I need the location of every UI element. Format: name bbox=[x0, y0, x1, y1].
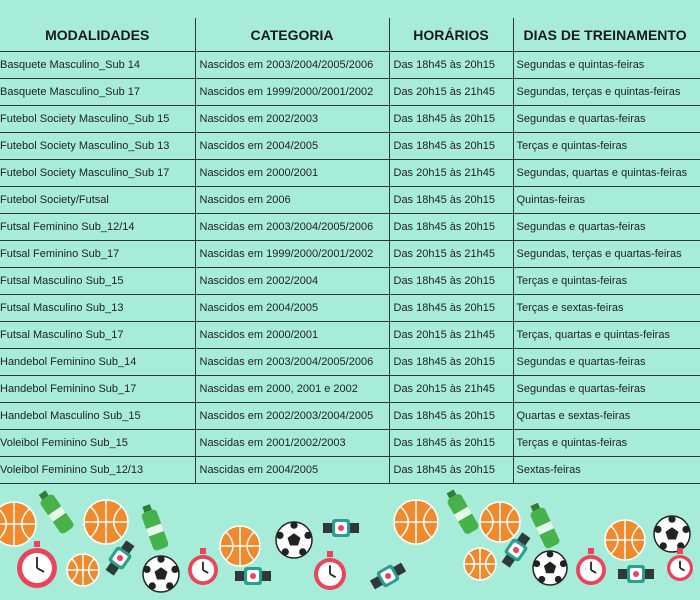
cell-dias: Terças e quintas-feiras bbox=[513, 430, 700, 457]
table-row bbox=[0, 241, 700, 268]
cell-horario: Das 18h45 às 20h15 bbox=[389, 403, 513, 430]
cell-categoria: Nascidos em 1999/2000/2001/2002 bbox=[195, 79, 389, 106]
table-row bbox=[0, 376, 700, 403]
cell-modalidade: Voleibol Feminino Sub_15 bbox=[0, 430, 195, 457]
cell-dias: Quartas e sextas-feiras bbox=[513, 403, 700, 430]
cell-dias: Terças e quintas-feiras bbox=[513, 133, 700, 160]
cell-horario: Das 20h15 às 21h45 bbox=[389, 376, 513, 403]
cell-dias: Segundas e quartas-feiras bbox=[513, 376, 700, 403]
table-row bbox=[0, 349, 700, 376]
cell-categoria: Nascidos em 2002/2003 bbox=[195, 106, 389, 133]
cell-horario: Das 18h45 às 20h15 bbox=[389, 457, 513, 484]
cell-modalidade: Handebol Feminino Sub_14 bbox=[0, 349, 195, 376]
cell-horario: Das 20h15 às 21h45 bbox=[389, 79, 513, 106]
table-row bbox=[0, 187, 700, 214]
cell-dias: Segundas, terças e quintas-feiras bbox=[513, 79, 700, 106]
cell-modalidade: Futebol Society Masculino_Sub 15 bbox=[0, 106, 195, 133]
cell-dias: Segundas, terças e quartas-feiras bbox=[513, 241, 700, 268]
basketball-icon bbox=[0, 502, 36, 546]
cell-horario: Das 18h45 às 20h15 bbox=[389, 187, 513, 214]
cell-modalidade: Basquete Masculino_Sub 14 bbox=[0, 52, 195, 79]
smartwatch-icon bbox=[618, 565, 654, 583]
cell-categoria: Nascidas em 2003/2004/2005/2006 bbox=[195, 214, 389, 241]
cell-categoria: Nascidas em 2001/2002/2003 bbox=[195, 430, 389, 457]
stopwatch-icon bbox=[667, 548, 693, 581]
water-bottle-icon bbox=[36, 488, 75, 535]
cell-categoria: Nascidas em 2000, 2001 e 2002 bbox=[195, 376, 389, 403]
cell-categoria: Nascidas em 2003/2004/2005/2006 bbox=[195, 349, 389, 376]
basketball-icon bbox=[480, 502, 520, 542]
table-row bbox=[0, 430, 700, 457]
cell-categoria: Nascidos em 2002/2003/2004/2005 bbox=[195, 403, 389, 430]
table-row bbox=[0, 106, 700, 133]
soccer-ball-icon bbox=[533, 551, 567, 585]
header-categoria: CATEGORIA bbox=[195, 18, 389, 52]
cell-categoria: Nascidos em 2004/2005 bbox=[195, 133, 389, 160]
cell-modalidade: Futsal Masculino Sub_13 bbox=[0, 295, 195, 322]
table-body bbox=[0, 52, 700, 484]
cell-modalidade: Handebol Feminino Sub_17 bbox=[0, 376, 195, 403]
table-row bbox=[0, 79, 700, 106]
stopwatch-icon bbox=[188, 548, 218, 585]
cell-dias: Segundas e quartas-feiras bbox=[513, 214, 700, 241]
table-row bbox=[0, 133, 700, 160]
table-row bbox=[0, 457, 700, 484]
cell-horario: Das 18h45 às 20h15 bbox=[389, 268, 513, 295]
header-horarios: HORÁRIOS bbox=[389, 18, 513, 52]
basketball-icon bbox=[67, 554, 99, 586]
cell-modalidade: Futebol Society Masculino_Sub 17 bbox=[0, 160, 195, 187]
cell-horario: Das 18h45 às 20h15 bbox=[389, 295, 513, 322]
smartwatch-icon bbox=[368, 559, 408, 593]
table-header-row bbox=[0, 18, 700, 52]
smartwatch-icon bbox=[323, 519, 359, 537]
cell-dias: Segundas, quartas e quintas-feiras bbox=[513, 160, 700, 187]
table-row bbox=[0, 295, 700, 322]
basketball-icon bbox=[220, 526, 260, 566]
soccer-ball-icon bbox=[143, 556, 179, 592]
cell-horario: Das 18h45 às 20h15 bbox=[389, 52, 513, 79]
stopwatch-icon bbox=[314, 551, 346, 590]
cell-categoria: Nascidos em 2004/2005 bbox=[195, 295, 389, 322]
table-row bbox=[0, 160, 700, 187]
cell-modalidade: Voleibol Feminino Sub_12/13 bbox=[0, 457, 195, 484]
cell-dias: Terças e quintas-feiras bbox=[513, 268, 700, 295]
stopwatch-icon bbox=[576, 548, 606, 585]
table-row bbox=[0, 52, 700, 79]
cell-horario: Das 20h15 às 21h45 bbox=[389, 241, 513, 268]
cell-horario: Das 20h15 às 21h45 bbox=[389, 322, 513, 349]
header-dias: DIAS DE TREINAMENTO bbox=[513, 18, 700, 52]
soccer-ball-icon bbox=[654, 516, 690, 552]
cell-dias: Quintas-feiras bbox=[513, 187, 700, 214]
table-row bbox=[0, 268, 700, 295]
training-schedule-table bbox=[0, 18, 700, 484]
basketball-icon bbox=[84, 500, 128, 544]
cell-horario: Das 20h15 às 21h45 bbox=[389, 160, 513, 187]
cell-modalidade: Basquete Masculino_Sub 17 bbox=[0, 79, 195, 106]
cell-categoria: Nascidas em 2004/2005 bbox=[195, 457, 389, 484]
cell-modalidade: Futsal Feminino Sub_12/14 bbox=[0, 214, 195, 241]
cell-dias: Terças, quartas e quintas-feiras bbox=[513, 322, 700, 349]
cell-modalidade: Futebol Society/Futsal bbox=[0, 187, 195, 214]
cell-modalidade: Futsal Masculino Sub_17 bbox=[0, 322, 195, 349]
cell-categoria: Nascidos em 2002/2004 bbox=[195, 268, 389, 295]
cell-categoria: Nascidos em 2003/2004/2005/2006 bbox=[195, 52, 389, 79]
cell-categoria: Nascidos em 2006 bbox=[195, 187, 389, 214]
basketball-icon bbox=[464, 548, 496, 580]
cell-categoria: Nascidos em 2000/2001 bbox=[195, 160, 389, 187]
cell-categoria: Nascidas em 1999/2000/2001/2002 bbox=[195, 241, 389, 268]
cell-modalidade: Futebol Society Masculino_Sub 13 bbox=[0, 133, 195, 160]
header-modalidades: MODALIDADES bbox=[0, 18, 195, 52]
table-row bbox=[0, 403, 700, 430]
smartwatch-icon bbox=[235, 567, 271, 585]
cell-horario: Das 18h45 às 20h15 bbox=[389, 106, 513, 133]
cell-modalidade: Handebol Masculino Sub_15 bbox=[0, 403, 195, 430]
cell-dias: Segundas e quartas-feiras bbox=[513, 106, 700, 133]
water-bottle-icon bbox=[443, 488, 480, 535]
cell-horario: Das 18h45 às 20h15 bbox=[389, 214, 513, 241]
water-bottle-icon bbox=[527, 501, 561, 549]
water-bottle-icon bbox=[139, 503, 170, 552]
cell-horario: Das 18h45 às 20h15 bbox=[389, 349, 513, 376]
cell-dias: Terças e sextas-feiras bbox=[513, 295, 700, 322]
cell-dias: Segundas e quartas-feiras bbox=[513, 349, 700, 376]
cell-dias: Sextas-feiras bbox=[513, 457, 700, 484]
stopwatch-icon bbox=[17, 541, 57, 588]
basketball-icon bbox=[605, 520, 645, 560]
cell-horario: Das 18h45 às 20h15 bbox=[389, 133, 513, 160]
table-row bbox=[0, 322, 700, 349]
cell-horario: Das 18h45 às 20h15 bbox=[389, 430, 513, 457]
cell-categoria: Nascidos em 2000/2001 bbox=[195, 322, 389, 349]
cell-dias: Segundas e quintas-feiras bbox=[513, 52, 700, 79]
sports-decoration bbox=[0, 488, 700, 600]
soccer-ball-icon bbox=[276, 522, 312, 558]
table-row bbox=[0, 214, 700, 241]
basketball-icon bbox=[394, 500, 438, 544]
cell-modalidade: Futsal Feminino Sub_17 bbox=[0, 241, 195, 268]
cell-modalidade: Futsal Masculino Sub_15 bbox=[0, 268, 195, 295]
